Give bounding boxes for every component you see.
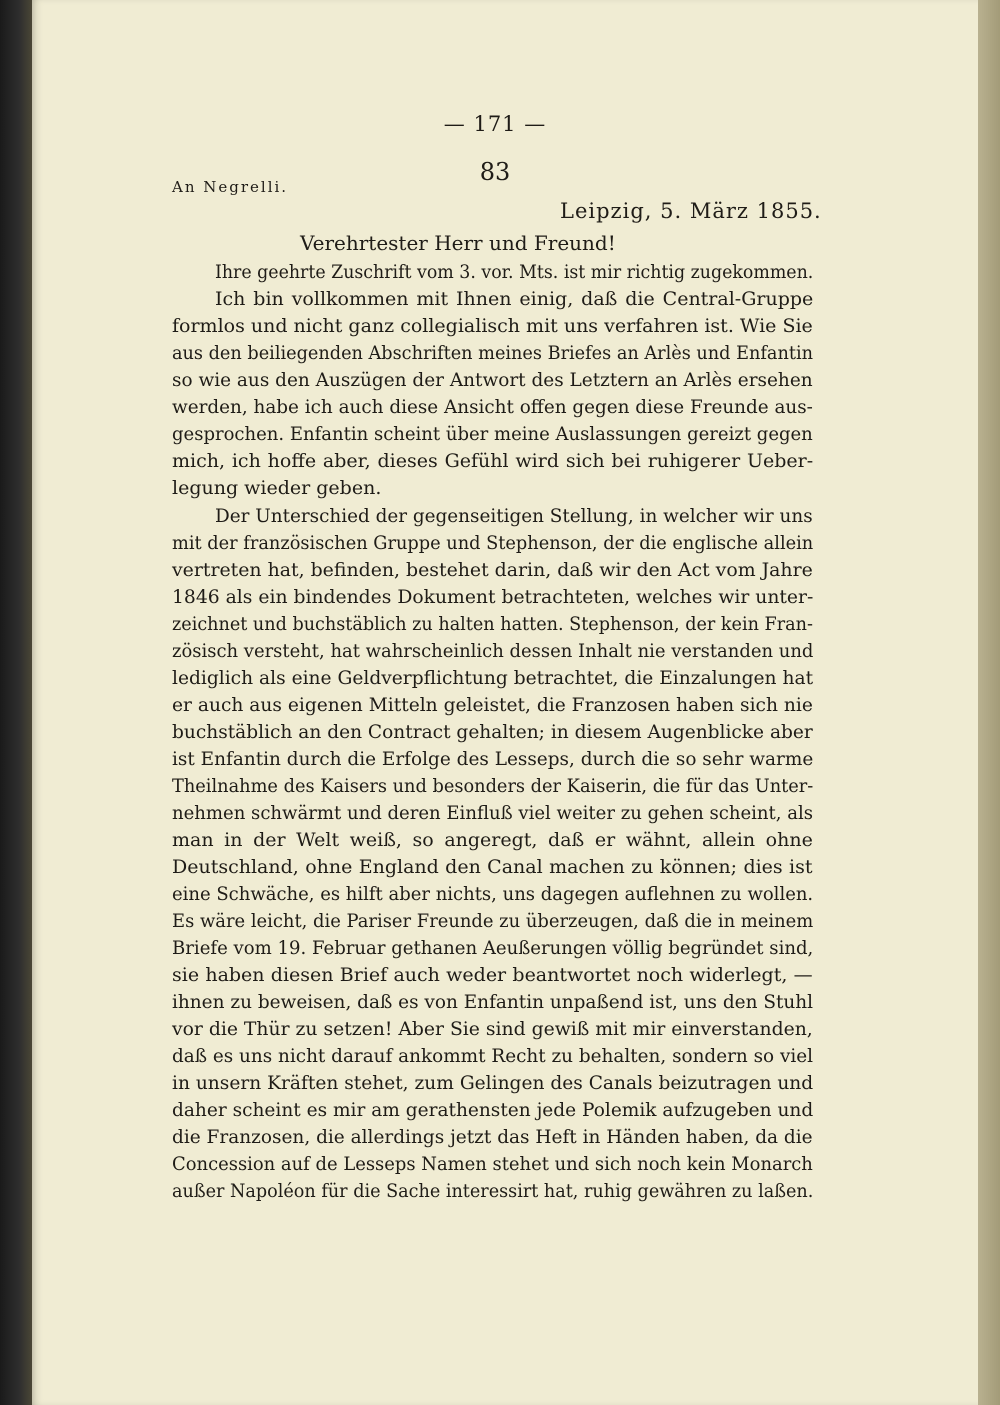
letter-number: 83 <box>479 158 511 186</box>
body-line: zeichnet und buchstäblich zu halten hatten. Stephenson, der kein Fran- <box>172 613 813 635</box>
body-line: er auch aus eigenen Mitteln geleistet, die Franzosen haben sich nie <box>172 694 813 716</box>
body-line: die Franzosen, die allerdings jetzt das Heft in Händen haben, da die <box>172 1126 813 1148</box>
body-line: formlos und nicht ganz collegialisch mit uns verfahren ist. Wie Sie <box>172 315 813 337</box>
body-line: lediglich als eine Geldverpflichtung betrachtet, die Einzalungen hat <box>172 667 814 689</box>
body-line: Briefe vom 19. Februar gethanen Aeußerungen völlig begründet sind, <box>172 937 814 959</box>
body-line: zösisch versteht, hat wahrscheinlich dessen Inhalt nie verstanden und <box>172 640 814 662</box>
body-line: in unsern Kräften stehet, zum Gelingen des Canals beizutragen und <box>172 1072 814 1094</box>
body-line: vertreten hat, befinden, bestehet darin, daß wir den Act vom Jahre <box>172 559 813 581</box>
body-line: so wie aus den Auszügen der Antwort des Letztern an Arlès ersehen <box>172 369 813 391</box>
body-line: gesprochen. Enfantin scheint über meine Auslassungen gereizt gegen <box>172 423 813 445</box>
book-spine <box>0 0 32 1405</box>
body-line: sie haben diesen Brief auch weder beantwortet noch widerlegt, — <box>172 964 813 986</box>
body-line: vor die Thür zu setzen! Aber Sie sind gewiß mit mir einverstanden, <box>172 1018 813 1040</box>
body-line: buchstäblich an den Contract gehalten; in diesem Augenblicke aber <box>172 721 813 743</box>
body-line: außer Napoléon für die Sache interessirt hat, ruhig gewähren zu laßen. <box>172 1180 814 1202</box>
body-line: nehmen schwärmt und deren Einfluß viel weiter zu gehen scheint, als <box>172 802 814 824</box>
body-line: 1846 als ein bindendes Dokument betrachteten, welches wir unter- <box>172 586 814 608</box>
body-line: aus den beiliegenden Abschriften meines Briefes an Arlès und Enfantin <box>172 342 813 364</box>
letter-recipient: An Negrelli. <box>172 178 289 196</box>
body-line: daß es uns nicht darauf ankommt Recht zu behalten, sondern so viel <box>172 1045 814 1067</box>
body-line: ihnen zu beweisen, daß es von Enfantin unpaßend ist, uns den Stuhl <box>172 991 814 1013</box>
body-line: eine Schwäche, es hilft aber nichts, uns dagegen auflehnen zu wollen. <box>172 883 814 905</box>
body-line: Es wäre leicht, die Pariser Freunde zu überzeugen, daß die in meinem <box>172 910 814 932</box>
body-line: Deutschland, ohne England den Canal machen zu können; dies ist <box>172 856 813 878</box>
body-line: mit der französischen Gruppe und Stephenson, der die englische allein <box>172 532 814 554</box>
body-line: Concession auf de Lesseps Namen stehet und sich noch kein Monarch <box>172 1153 813 1175</box>
body-line: werden, habe ich auch diese Ansicht offen gegen diese Freunde aus- <box>172 396 813 418</box>
letter-salutation: Verehrtester Herr und Freund! <box>300 231 616 255</box>
body-line: Theilnahme des Kaisers und besonders der Kaiserin, die für das Unter- <box>172 775 814 797</box>
body-line: ist Enfantin durch die Erfolge des Lesseps, durch die so sehr warme <box>172 748 814 770</box>
letter-dateline: Leipzig, 5. März 1855. <box>560 199 822 223</box>
body-line: Ihre geehrte Zuschrift vom 3. vor. Mts. ist mir richtig zugekommen. <box>215 261 814 283</box>
body-line: Der Unterschied der gegenseitigen Stellung, in welcher wir uns <box>215 505 813 527</box>
body-line: Ich bin vollkommen mit Ihnen einig, daß die Central-Gruppe <box>215 288 814 310</box>
body-line: man in der Welt weiß, so angeregt, daß er wähnt, allein ohne <box>172 829 813 851</box>
page-edge <box>978 0 1000 1405</box>
body-line: mich, ich hoffe aber, dieses Gefühl wird sich bei ruhigerer Ueber- <box>172 450 814 472</box>
body-line: legung wieder geben. <box>172 477 382 499</box>
body-line: daher scheint es mir am gerathensten jede Polemik aufzugeben und <box>172 1099 814 1121</box>
page-number: — 171 — <box>443 112 547 136</box>
